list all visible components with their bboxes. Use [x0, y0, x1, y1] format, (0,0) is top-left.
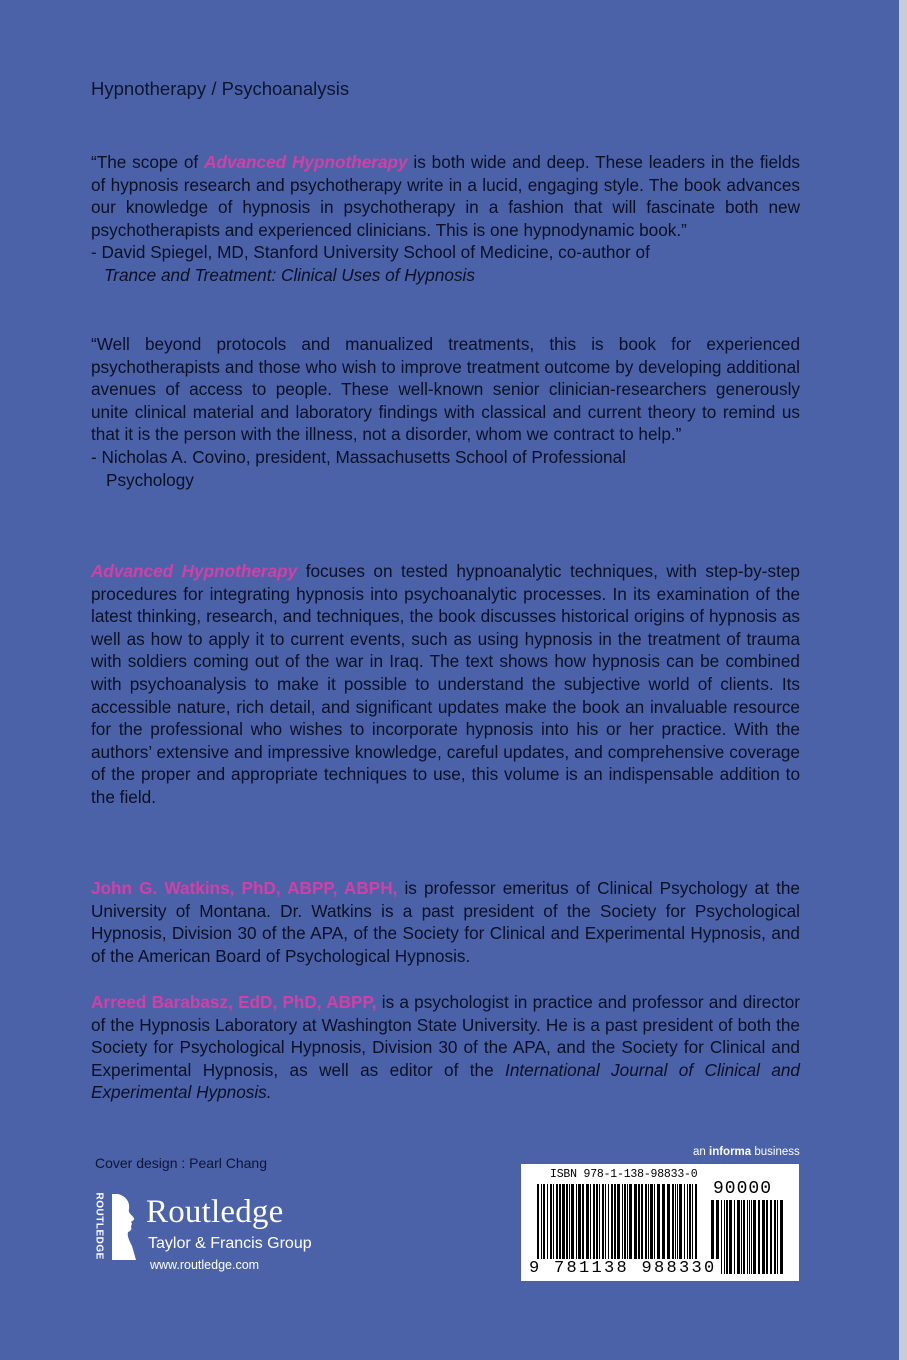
- barcode-bar: [556, 1184, 558, 1266]
- barcode-bar: [541, 1184, 542, 1266]
- barcode-bar: [562, 1184, 565, 1266]
- publisher-name: Routledge: [146, 1194, 284, 1230]
- page-edge: [899, 0, 907, 1360]
- barcode-bar: [576, 1184, 577, 1266]
- barcode-bar: [627, 1184, 628, 1266]
- barcode-bar: [638, 1184, 640, 1266]
- barcode-bar: [729, 1200, 732, 1274]
- barcode-bar: [614, 1184, 616, 1266]
- barcode-bar: [550, 1184, 552, 1266]
- barcode-bar: [721, 1200, 722, 1274]
- barcode-main-bars: [537, 1184, 701, 1266]
- barcode-bar: [724, 1200, 725, 1274]
- barcode-bar: [622, 1184, 623, 1266]
- barcode-bar: [695, 1184, 697, 1266]
- book-description: Advanced Hypnotherapy focuses on tested hypnoanalytic techniques, with step-by-step procedures for integrating hypnosis into psychoanalytic processes. In its examination of the latest thinking, research, and techniques, the book discusses historical origins of hypnosis as well as how to apply it to current events, such as using hypnosis in the treatment of trauma with soldiers coming out of the war in Iraq. The text shows how hypnosis can be combined with psychoanalysis to make it possible to understand the subjective world of clients. Its accessible nature, rich detail, and significant updates make the book an invaluable resource for the professional who wishes to incorporate hypnosis into his or her practice. With the authors’ extensive and impressive knowledge, careful updates, and comprehensive coverage of the proper and appropriate techniques to use, this volume is an indispensable addition to the field.: [91, 561, 800, 807]
- barcode-bar: [543, 1184, 545, 1266]
- price-code: 90000: [713, 1179, 773, 1199]
- profile-head-icon: [110, 1194, 138, 1262]
- barcode-bar: [611, 1184, 613, 1266]
- barcode-bar: [569, 1184, 570, 1266]
- barcode-bar: [675, 1184, 676, 1266]
- barcode-bar: [599, 1184, 600, 1266]
- quote-1-attribution: - David Spiegel, MD, Stanford University School of Medicine, co-author of Trance and Treatment: Clinical Uses of Hypnosis: [91, 241, 800, 286]
- publisher-group: Taylor & Francis Group: [148, 1235, 312, 1252]
- informa-tagline: an informa business: [693, 1146, 800, 1158]
- quote-2-text: “Well beyond protocols and manualized treatments, this is book for experienced psychotherapists and those who wish to improve treatment outcome by developing additional avenues of access to people. These well-known senior clinician-researchers generously unite clinical material and laboratory findings with classical and current theory to remind us that it is the person with the illness, not a disorder, whom we contract to help.”: [91, 334, 800, 445]
- barcode-bar: [679, 1184, 682, 1266]
- barcode-bar: [654, 1184, 655, 1266]
- author-name-1: John G. Watkins, PhD, ABPP, ABPH,: [91, 878, 398, 898]
- barcode-bar: [645, 1184, 647, 1266]
- barcode-bar: [617, 1184, 620, 1266]
- barcode-bar: [751, 1200, 752, 1274]
- barcode-bar: [578, 1184, 581, 1266]
- barcode-bar: [689, 1184, 691, 1266]
- barcode-bar: [766, 1200, 768, 1274]
- barcode-bar: [737, 1200, 740, 1274]
- barcode-bar: [777, 1200, 778, 1274]
- barcode-bar: [667, 1184, 670, 1266]
- book-title-highlight: Advanced Hypnotherapy: [91, 561, 298, 581]
- book-title-highlight: Advanced Hypnotherapy: [204, 152, 408, 172]
- barcode-bar: [672, 1184, 674, 1266]
- barcode-bar: [608, 1184, 609, 1266]
- logo-spine: ROUTLEDGE: [93, 1192, 105, 1260]
- barcode-bar: [602, 1184, 604, 1266]
- barcode-bar: [571, 1184, 574, 1266]
- barcode-bar: [559, 1184, 561, 1266]
- barcode-bar: [566, 1184, 568, 1266]
- barcode-bar: [582, 1184, 584, 1266]
- barcode-bar: [753, 1200, 756, 1274]
- barcode-bar: [657, 1184, 660, 1266]
- barcode-bar: [586, 1184, 589, 1266]
- barcode-bar: [537, 1184, 539, 1266]
- barcode-bar: [770, 1200, 772, 1274]
- barcode-bar: [762, 1200, 765, 1274]
- barcode-bar: [634, 1184, 637, 1266]
- author-bio-2: Arreed Barabasz, EdD, PhD, ABPP, is a psychologist in practice and professor and director of the Hypnosis Laboratory at Washington State University. He is a past president of both the Society for Psychological Hypnosis, Division 30 of the APA, and the Society for Clinical and Experimental Hypnosis, as well as editor of the International Journal of Clinical and Experimental Hypnosis.: [91, 992, 801, 1103]
- category-label: Hypnotherapy / Psychoanalysis: [91, 78, 350, 99]
- barcode-bar: [590, 1184, 591, 1266]
- barcode-digits: 9 781138 988330: [529, 1259, 717, 1278]
- author-bio-1: John G. Watkins, PhD, ABPP, ABPH, is professor emeritus of Clinical Psychology at the University of Montana. Dr. Watkins is a past president of the Society for Psychological Hypnosis, Division 30 of the APA, of the Society for Clinical and Experimental Hypnosis, and of the American Board of Psychological Hypnosis.: [91, 878, 800, 966]
- barcode-bar: [629, 1184, 632, 1266]
- barcode-bar: [553, 1184, 554, 1266]
- barcode-bar: [692, 1184, 693, 1266]
- quote-2-attribution: - Nicholas A. Covino, president, Massachusetts School of Professional Psychology: [91, 446, 626, 490]
- barcode-bar: [747, 1200, 748, 1274]
- barcode-bar: [648, 1184, 649, 1266]
- barcode-bar: [726, 1200, 728, 1274]
- quote-1-book-title: Trance and Treatment: Clinical Uses of Hypnosis: [104, 264, 475, 285]
- journal-title: International Journal of Clinical and Experimental Hypnosis.: [91, 1059, 800, 1103]
- routledge-logo: [88, 1192, 388, 1282]
- endorsement-quote-1: [91, 151, 800, 287]
- barcode-bar: [650, 1184, 653, 1266]
- barcode-bar: [624, 1184, 626, 1266]
- barcode-bar: [687, 1184, 688, 1266]
- barcode-bar: [780, 1200, 783, 1274]
- barcode-bar: [596, 1184, 598, 1266]
- barcode-addon-bars: [711, 1200, 785, 1274]
- barcode-bar: [677, 1184, 678, 1266]
- barcode-bar: [684, 1184, 685, 1266]
- barcode-bar: [641, 1184, 643, 1266]
- quote-1-text: “The scope of Advanced Hypnotherapy is both wide and deep. These leaders in the fields of hypnosis research and psychotherapy write in a lucid, engaging style. The book advances our knowledge of hypnosis in psychotherapy in a fashion that will fascinate both new psychotherapists and experienced clinicians. This is one hypnodynamic book.”: [91, 152, 800, 240]
- barcode-bar: [662, 1184, 665, 1266]
- isbn-barcode: [521, 1164, 799, 1281]
- barcode-bar: [605, 1184, 606, 1266]
- barcode-bar: [734, 1200, 735, 1274]
- barcode-bar: [593, 1184, 595, 1266]
- endorsement-quote-2: [91, 333, 800, 491]
- isbn-number: ISBN 978-1-138-98833-0: [550, 1168, 698, 1181]
- cover-design-credit: Cover design : Pearl Chang: [95, 1155, 267, 1171]
- publisher-url: www.routledge.com: [150, 1258, 260, 1272]
- barcode-bar: [774, 1200, 776, 1274]
- barcode-bar: [743, 1200, 745, 1274]
- barcode-bar: [758, 1200, 760, 1274]
- barcode-bar: [547, 1184, 548, 1266]
- barcode-bar: [741, 1200, 742, 1274]
- barcode-bar: [749, 1200, 750, 1274]
- author-name-2: Arreed Barabasz, EdD, PhD, ABPP,: [91, 992, 377, 1012]
